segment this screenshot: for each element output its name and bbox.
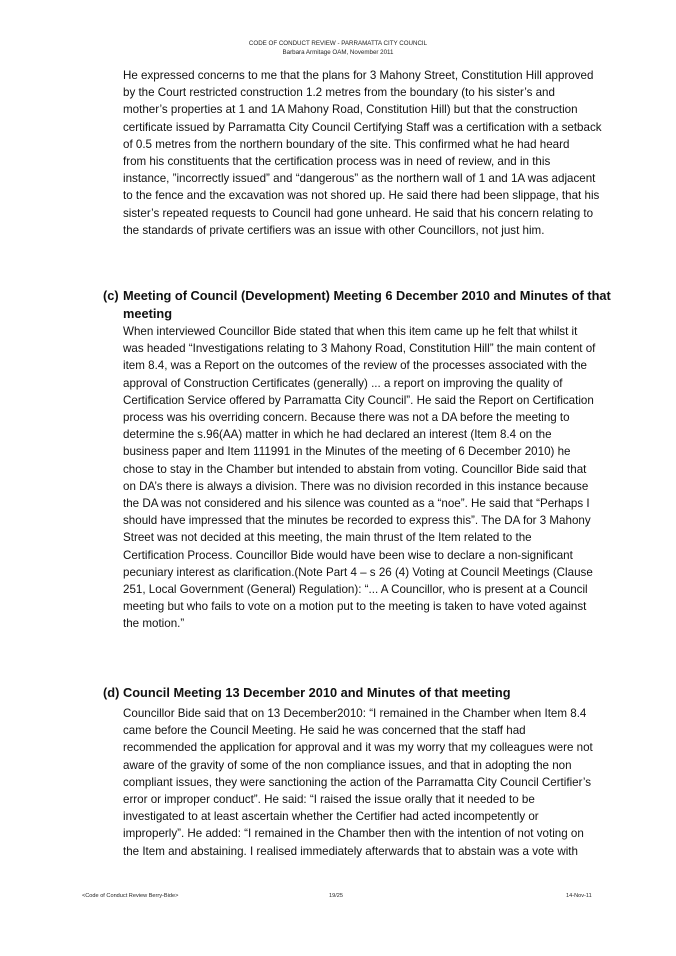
header-title: CODE OF CONDUCT REVIEW - PARRAMATTA CITY COUNCIL bbox=[248, 40, 428, 47]
text-line: He expressed concerns to me that the plans for 3 Mahony Street, Constitution Hill approved bbox=[123, 69, 594, 82]
section-d-marker: (d) bbox=[103, 685, 120, 700]
text-line: the standards of private certifiers was an issue with other Councillors, not just him. bbox=[123, 223, 545, 237]
text-line: from his constituents that the certification process was in need of review, and in this bbox=[123, 155, 551, 169]
text-line: When interviewed Councillor Bide stated that when this item came up he felt that whilst it bbox=[123, 325, 578, 338]
text-line: on DA’s there is always a division. There was no division recorded in this instance because bbox=[123, 479, 589, 493]
footer-document-name: <Code of Conduct Review Berry-Bide> bbox=[82, 893, 179, 899]
footer-page-number: 19/25 bbox=[329, 893, 343, 899]
section-c-body bbox=[123, 323, 601, 633]
text-line: Councillor Bide said that on 13 December2010: “I remained in the Chamber when Item 8.4 bbox=[123, 707, 587, 720]
text-line: approval of Construction Certificates (generally) ... a report on improving the quality of bbox=[123, 376, 563, 390]
section-d-body bbox=[123, 705, 601, 860]
text-line: Certification Service offered by Parramatta City Council”. He said the Report on Certification bbox=[123, 393, 594, 407]
text-line: item 8.4, was a Report on the outcomes of the review of the processes associated with the bbox=[123, 359, 587, 373]
text-line: instance, ”incorrectly issued” and “dangerous” as the northern wall of 1 and 1A was adjacent bbox=[123, 172, 596, 186]
page-header bbox=[0, 40, 676, 57]
footer-date: 14-Nov-11 bbox=[566, 893, 592, 899]
header-author: Barbara Armitage OAM, November 2011 bbox=[282, 48, 394, 56]
text-line: the motion.” bbox=[123, 617, 185, 631]
text-line: aware of the gravity of some of the non compliance issues, and that in adopting the non bbox=[123, 758, 572, 772]
text-line: meeting but who fails to vote on a motion put to the meeting is taken to have voted against bbox=[123, 600, 587, 614]
section-c-heading bbox=[103, 287, 611, 323]
text-line: came before the Council Meeting. He said he was concerned that the staff had bbox=[123, 724, 526, 738]
section-c-marker: (c) bbox=[103, 288, 119, 303]
text-line: of 0.5 metres from the northern boundary of the site. This confirmed what he had heard bbox=[123, 137, 570, 151]
text-line: certificate issued by Parramatta City Council Certifying Staff was a certification with a setback bbox=[123, 120, 602, 134]
text-line: recommended the application for approval and it was my worry that my colleagues were not bbox=[123, 741, 593, 755]
text-line: sister’s repeated requests to Council had gone unheard. He said that his concern relating to bbox=[123, 206, 594, 220]
section-d-title: Council Meeting 13 December 2010 and Minutes of that meeting bbox=[123, 685, 511, 700]
text-line: 251, Local Government (General) Regulation): “... A Councillor, who is present at a Council bbox=[123, 583, 588, 597]
text-line: pecuniary interest as clarification.(Note Part 4 – s 26 (4) Voting at Council Meetings (Clause bbox=[123, 565, 593, 579]
text-line: Certification Process. Councillor Bide would have been wise to declare a non-significant bbox=[123, 548, 573, 562]
text-line: investigated to at least ascertain whether the Certifier had acted incompetently or bbox=[123, 810, 539, 824]
text-line: error or improper conduct”. He said: “I raised the issue orally that it needed to be bbox=[123, 793, 535, 807]
text-line: improperly”. He added: “I remained in the Chamber then with the intention of not voting on bbox=[123, 827, 584, 841]
section-d-heading bbox=[103, 684, 603, 702]
text-line: the Item and abstaining. I realised immediately afterwards that to abstain was a vote with bbox=[123, 844, 578, 858]
intro-paragraph bbox=[123, 67, 601, 239]
text-line: the DA was not considered and his silence was counted as a “noe”. He said that “Perhaps I bbox=[123, 497, 590, 511]
text-line: compliant issues, they were sanctioning the action of the Parramatta City Council Certifier’s bbox=[123, 775, 592, 789]
text-line: should have impressed that the minutes be recorded to express this”. The DA for 3 Mahony bbox=[123, 514, 591, 528]
text-line: process was his overriding concern. Because there was not a DA before the meeting to bbox=[123, 411, 570, 425]
section-c-title-continued: meeting bbox=[123, 306, 173, 321]
section-c-title: Meeting of Council (Development) Meeting 6 December 2010 and Minutes of that bbox=[123, 288, 611, 303]
text-line: was headed “Investigations relating to 3 Mahony Road, Constitution Hill” the main content of bbox=[123, 342, 596, 356]
text-line: business paper and Item 111991 in the Minutes of the meeting of 6 December 2010) he bbox=[123, 445, 571, 459]
text-line: mother’s properties at 1 and 1A Mahony Road, Constitution Hill) but that the construction bbox=[123, 103, 578, 117]
text-line: by the Court restricted construction 1.2 metres from the boundary (to his sister’s and bbox=[123, 86, 555, 100]
text-line: chose to stay in the Chamber but intended to abstain from voting. Councillor Bide said that bbox=[123, 462, 587, 476]
text-line: to the fence and the excavation was not shored up. He said there had been slippage, that his bbox=[123, 189, 600, 203]
text-line: Street was not decided at this meeting, the main thrust of the Item related to the bbox=[123, 531, 532, 545]
text-line: determine the s.96(AA) matter in which he had declared an interest (Item 8.4 on the bbox=[123, 428, 552, 442]
